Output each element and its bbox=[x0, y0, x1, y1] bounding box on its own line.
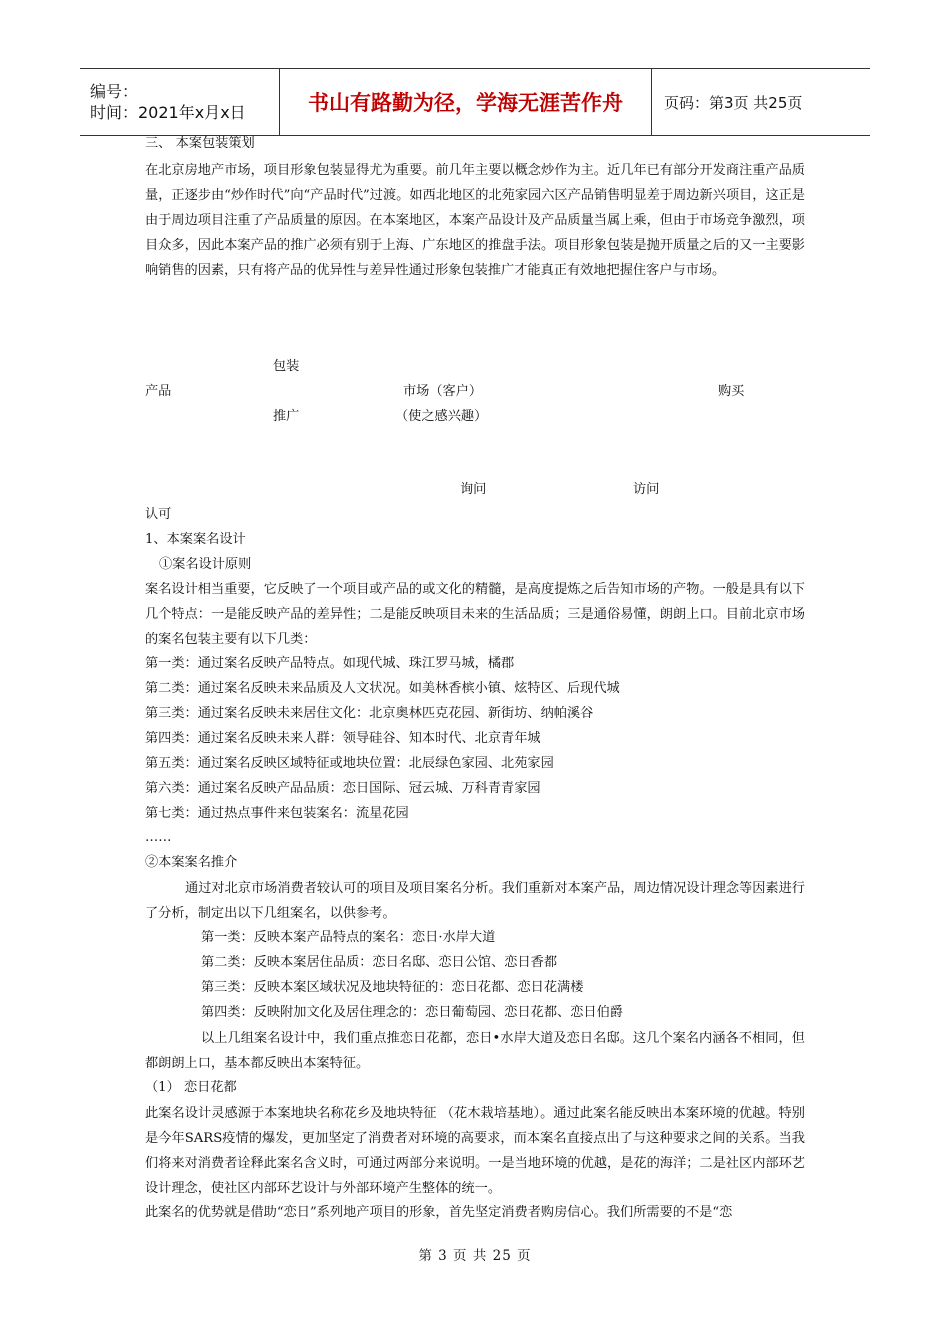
recommend-paragraph: 通过对北京市场消费者较认可的项目及项目案名分析。我们重新对本案产品，周边情况设计理念等因素进行了分析，制定出以下几组案名，以供参考。 bbox=[145, 881, 805, 921]
document-number-label: 编号： bbox=[90, 82, 139, 101]
header-motto bbox=[280, 69, 652, 135]
name-option: 第四类：反映附加文化及居住理念的：恋日葡萄园、恋日花都、恋日伯爵 bbox=[201, 1005, 623, 1020]
motto-text: 书山有路勤为径，学海无涯苦作舟 bbox=[308, 91, 623, 115]
diagram-market: 市场（客户） bbox=[403, 384, 483, 399]
diagram-inquiry: 询问 bbox=[460, 482, 487, 497]
diagram-packaging: 包装 bbox=[273, 359, 300, 374]
naming-heading: 1、本案案名设计 bbox=[145, 532, 246, 547]
flower-city-paragraph: 此案名设计灵感源于本案地块名称花乡及地块特征 （花木栽培基地）。通过此案名能反映出本案环境的优越。特别是今年SARS疫情的爆发，更加坚定了消费者对环境的高要求，而本案名直接点出了与这种要求之间的关系。当我们将来对消费者诠释此案名含义时，可通过两部分来说明。一是当地环境的优越，是花的海洋；二是社区内部环艺设计理念，使社区内部环艺设计与外部环境产生整体的统一。 bbox=[145, 1106, 805, 1196]
category-item: 第三类：通过案名反映未来居住文化：北京奥林匹克花园、新街坊、纳帕溪谷 bbox=[145, 706, 594, 721]
footer-page-number: 第 3 页 共 25 页 bbox=[418, 1248, 532, 1264]
category-item: 第五类：通过案名反映区域特征或地块位置：北辰绿色家园、北苑家园 bbox=[145, 756, 554, 771]
page-header bbox=[80, 68, 870, 136]
advantage-paragraph: 此案名的优势就是借助“恋日”系列地产项目的形象，首先坚定消费者购房信心。我们所需要的不是“恋 bbox=[145, 1205, 733, 1220]
ellipsis-text: …… bbox=[145, 830, 172, 845]
page-number-label: 页码：第3页 共25页 bbox=[664, 93, 803, 112]
principle-heading: ①案名设计原则 bbox=[159, 557, 252, 572]
principle-paragraph: 案名设计相当重要，它反映了一个项目或产品的或文化的精髓，是高度提炼之后告知市场的产物。一般是具有以下几个特点：一是能反映产品的差异性；二是能反映项目未来的生活品质；三是通俗易懂，朗朗上口。目前北京市场的案名包装主要有以下几类： bbox=[145, 582, 805, 647]
category-item: 第七类：通过热点事件来包装案名：流星花园 bbox=[145, 806, 409, 821]
diagram-interest: （使之感兴趣） bbox=[395, 409, 488, 424]
diagram-product: 产品 bbox=[145, 384, 172, 399]
section-title: 三、 本案包装策划 bbox=[145, 136, 255, 151]
category-item: 第二类：通过案名反映未来品质及人文状况。如美林香槟小镇、炫特区、后现代城 bbox=[145, 681, 620, 696]
name-option: 第二类：反映本案居住品质：恋日名邸、恋日公馆、恋日香都 bbox=[201, 955, 558, 970]
category-item: 第四类：通过案名反映未来人群：领导硅谷、知本时代、北京青年城 bbox=[145, 731, 541, 746]
header-meta bbox=[80, 69, 280, 135]
diagram-promotion: 推广 bbox=[273, 409, 300, 424]
name-option: 第一类：反映本案产品特点的案名：恋日·水岸大道 bbox=[201, 930, 496, 945]
summary-paragraph: 以上几组案名设计中，我们重点推恋日花都，恋日•水岸大道及恋日名邸。这几个案名内涵各不相同，但都朗朗上口，基本都反映出本案特征。 bbox=[145, 1031, 805, 1071]
name-option: 第三类：反映本案区域状况及地块特征的：恋日花都、恋日花满楼 bbox=[201, 980, 584, 995]
sub-heading-flower-city: （1） 恋日花都 bbox=[145, 1080, 237, 1095]
page-footer bbox=[0, 1244, 950, 1264]
category-item: 第一类：通过案名反映产品特点。如现代城、珠江罗马城，橘郡 bbox=[145, 656, 515, 671]
header-page-info bbox=[652, 69, 870, 135]
intro-paragraph: 在北京房地产市场，项目形象包装显得尤为重要。前几年主要以概念炒作为主。近几年已有部分开发商注重产品质量，正逐步由“炒作时代”向“产品时代”过渡。如西北地区的北苑家园六区产品销售明显差于周边新兴项目，这正是由于周边项目注重了产品质量的原因。在本案地区，本案产品设计及产品质量当属上乘，但由于市场竞争激烈，项目众多，因此本案产品的推广必须有别于上海、广东地区的推盘手法。项目形象包装是抛开质量之后的又一主要影响销售的因素，只有将产品的优异性与差异性通过形象包装推广才能真正有效地把握住客户与市场。 bbox=[145, 163, 805, 278]
diagram-purchase: 购买 bbox=[718, 384, 745, 399]
document-time-label: 时间：2021年x月x日 bbox=[90, 103, 246, 122]
category-item: 第六类：通过案名反映产品品质：恋日国际、冠云城、万科青青家园 bbox=[145, 781, 541, 796]
recommend-heading: ②本案案名推介 bbox=[145, 855, 238, 870]
diagram-visit: 访问 bbox=[633, 482, 660, 497]
diagram-recognition: 认可 bbox=[145, 507, 172, 522]
